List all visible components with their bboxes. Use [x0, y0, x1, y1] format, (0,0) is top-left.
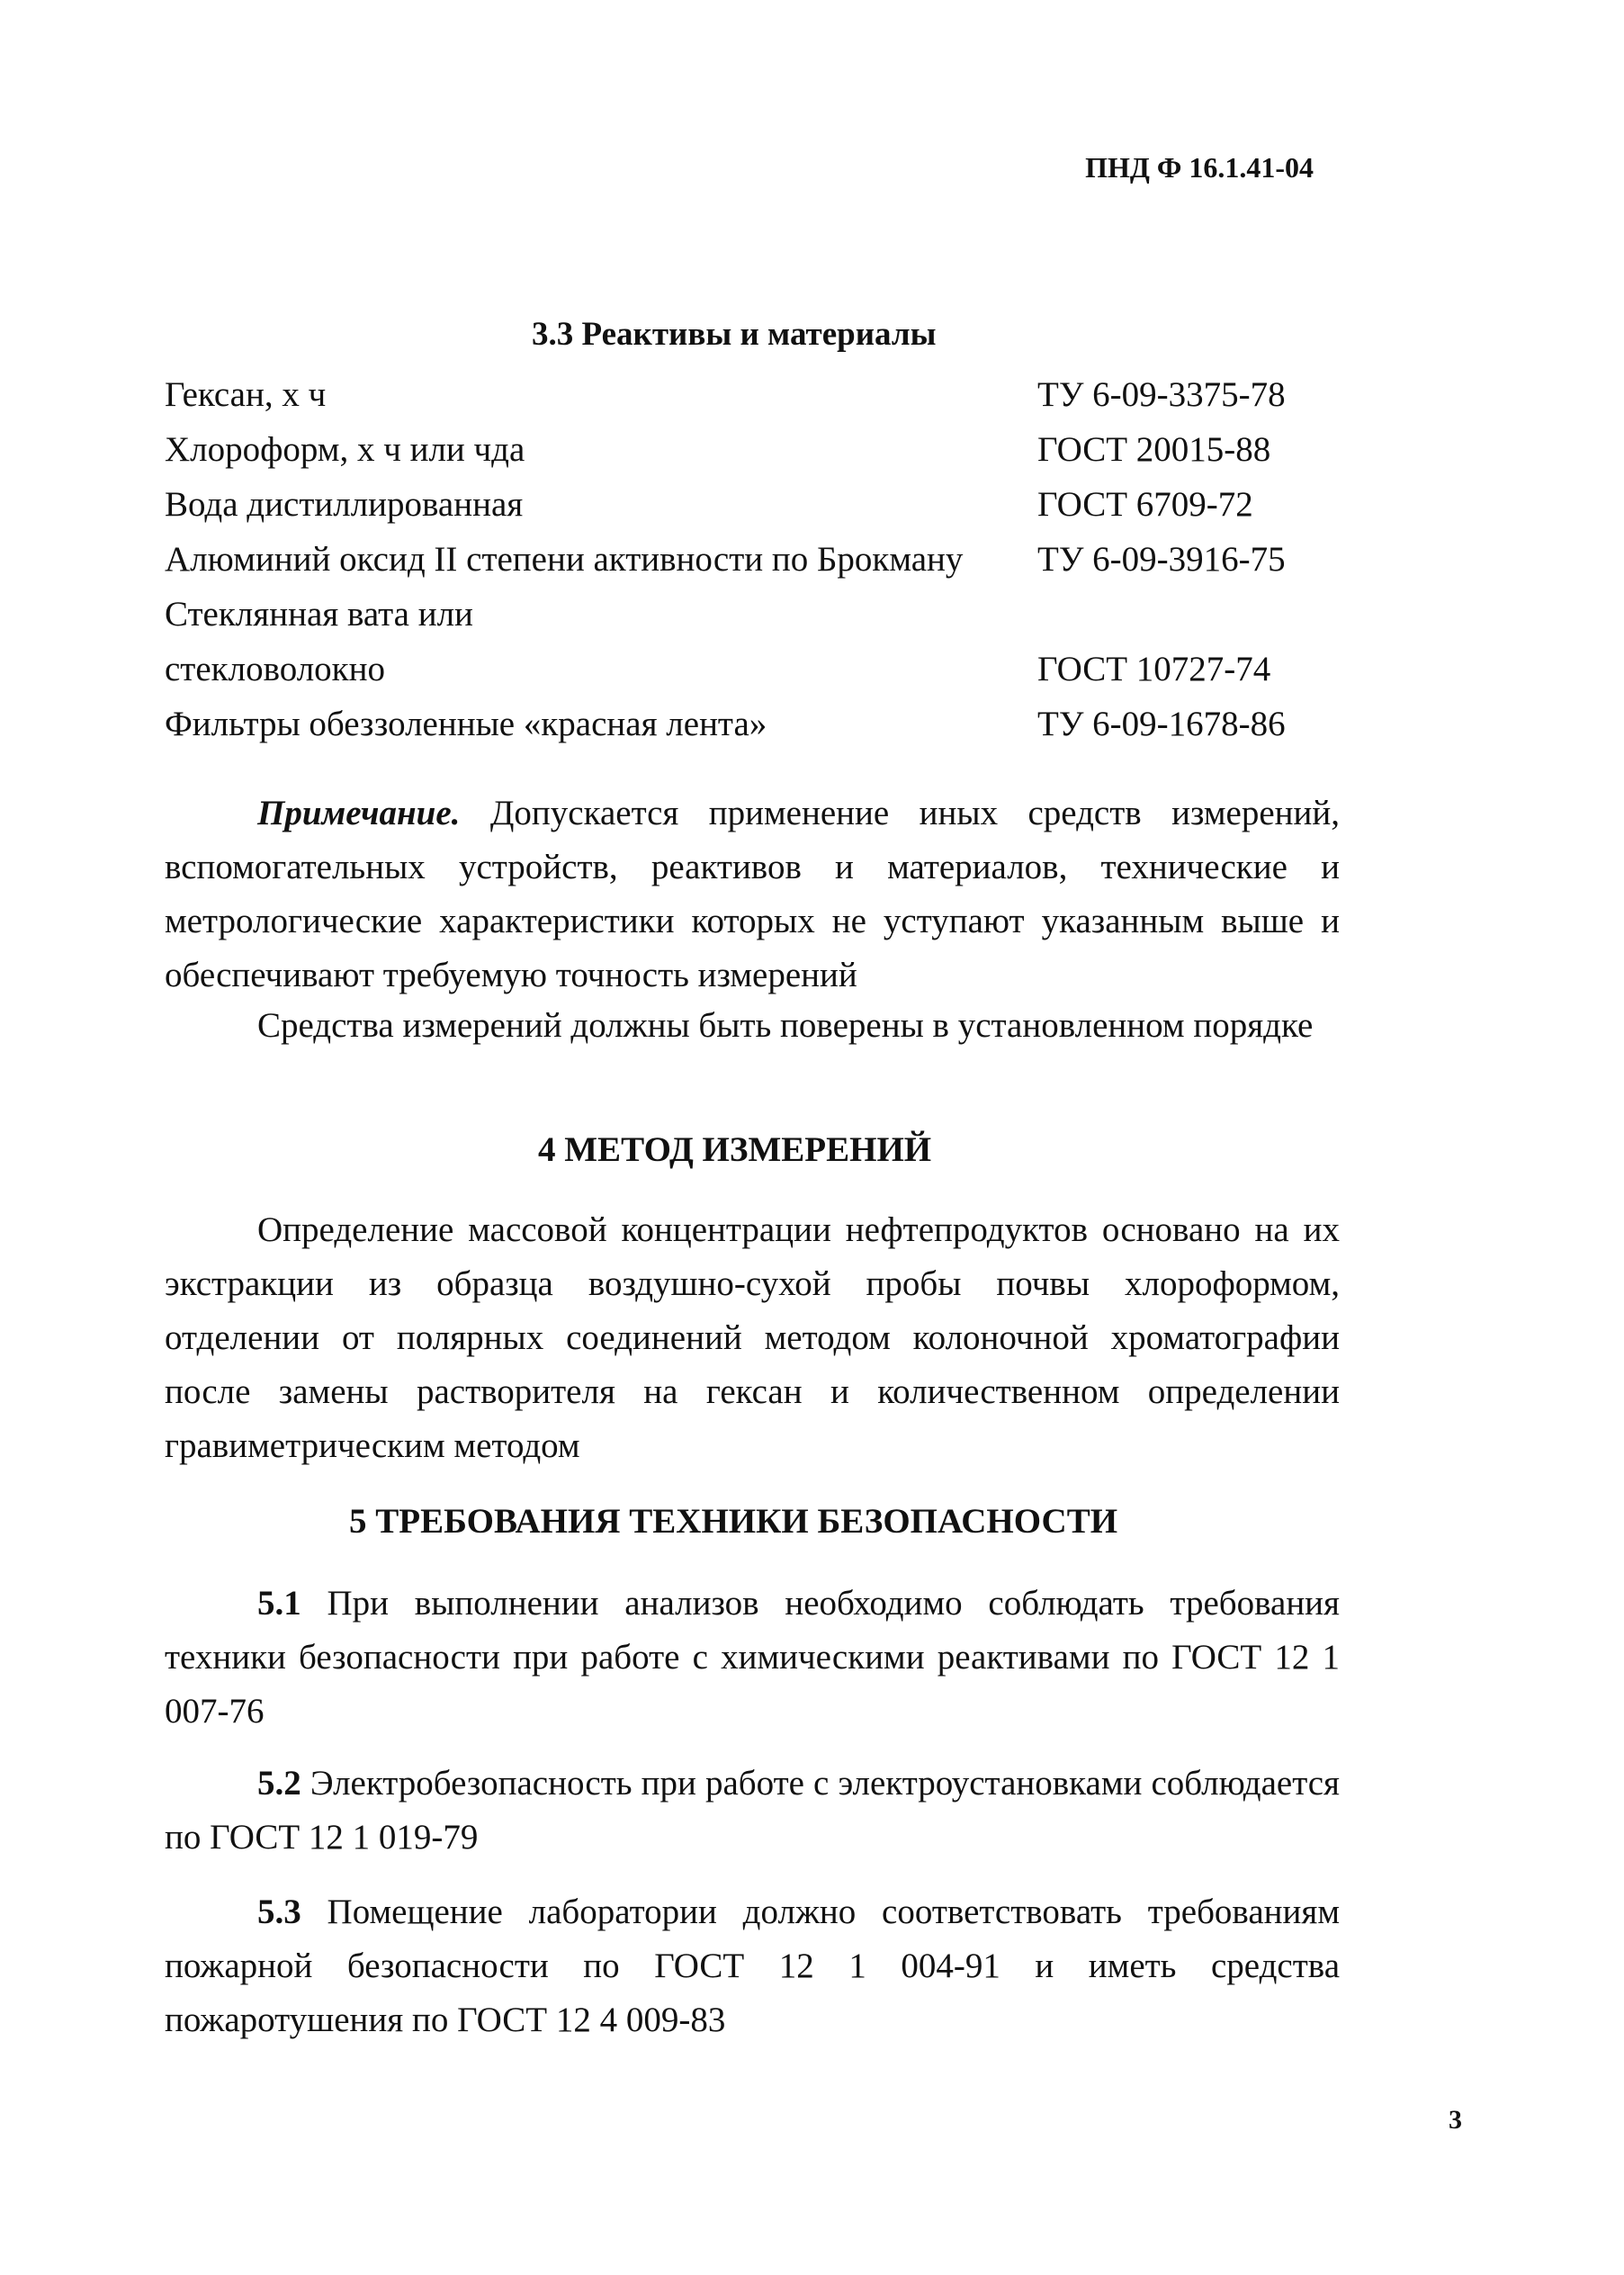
- reagent-row: [165, 649, 1334, 704]
- reagent-row: [165, 539, 1334, 594]
- reagent-name: Фильтры обеззоленные «красная лента»: [165, 705, 767, 743]
- reagent-name: Вода дистиллированная: [165, 485, 524, 524]
- reagent-standard: ГОСТ 10727-74: [1037, 650, 1271, 688]
- note-paragraph: [165, 787, 1340, 1003]
- reagent-name: Алюминий оксид II степени активности по Брокману: [165, 540, 964, 579]
- safety-item-text: Электробезопасность при работе с электроустановками соблюдается по ГОСТ 12 1 019-79: [165, 1764, 1340, 1857]
- section-3-3-title: 3.3 Реактивы и материалы: [532, 316, 937, 353]
- note-text: Допускается применение иных средств измерений, вспомогательных устройств, реактивов и материалов, технические и метрологические характеристики которых не уступают указанным выше и обеспечивают требуемую точность измерений: [165, 794, 1340, 994]
- document-code: ПНД Ф 16.1.41-04: [1085, 151, 1314, 184]
- reagent-row: [165, 594, 1334, 649]
- safety-item-number: 5.2: [257, 1764, 301, 1803]
- safety-item-number: 5.1: [257, 1584, 301, 1623]
- reagent-standard: ТУ 6-09-3916-75: [1037, 540, 1286, 579]
- safety-item: [165, 1577, 1340, 1739]
- reagent-standard: ГОСТ 20015-88: [1037, 430, 1271, 469]
- section-4-title: 4 МЕТОД ИЗМЕРЕНИЙ: [538, 1130, 932, 1169]
- method-text: Определение массовой концентрации нефтепродуктов основано на их экстракции из образца воздушно-сухой пробы почвы хлороформом, отделении от полярных соединений методом колоночной хроматографии после замены растворителя на гексан и количественном определении гравиметрическим методом: [165, 1210, 1340, 1465]
- reagent-row: [165, 429, 1334, 484]
- section-5-title: 5 ТРЕБОВАНИЯ ТЕХНИКИ БЕЗОПАСНОСТИ: [349, 1502, 1118, 1541]
- reagent-name: Гексан, х ч: [165, 375, 327, 414]
- reagent-standard: ТУ 6-09-3375-78: [1037, 375, 1286, 414]
- note-label: Примечание.: [257, 794, 461, 832]
- method-paragraph: [165, 1203, 1340, 1473]
- safety-item-number: 5.3: [257, 1893, 301, 1931]
- reagent-standard: ТУ 6-09-1678-86: [1037, 705, 1286, 743]
- reagent-name: Хлороформ, х ч или чда: [165, 430, 525, 469]
- reagent-row: [165, 484, 1334, 539]
- safety-item-text: При выполнении анализов необходимо соблюдать требования техники безопасности при работе с химическими реактивами по ГОСТ 12 1 007-76: [165, 1584, 1340, 1731]
- reagents-list: [165, 374, 1334, 759]
- safety-item-text: Помещение лаборатории должно соответствовать требованиям пожарной безопасности по ГОСТ 12 1 004-91 и иметь средства пожаротушения по ГОСТ 12 4 009-83: [165, 1893, 1340, 2039]
- verification-text: Средства измерений должны быть поверены в установленном порядке: [257, 1006, 1314, 1045]
- verification-paragraph: [165, 999, 1340, 1053]
- reagent-row: [165, 374, 1334, 429]
- safety-item: [165, 1757, 1340, 1865]
- reagent-row: [165, 704, 1334, 759]
- safety-item: [165, 1885, 1340, 2047]
- reagent-name: Стеклянная вата или: [165, 595, 473, 634]
- reagent-name: стекловолокно: [165, 650, 385, 688]
- page-number: 3: [1449, 2105, 1462, 2135]
- reagent-standard: ГОСТ 6709-72: [1037, 485, 1253, 524]
